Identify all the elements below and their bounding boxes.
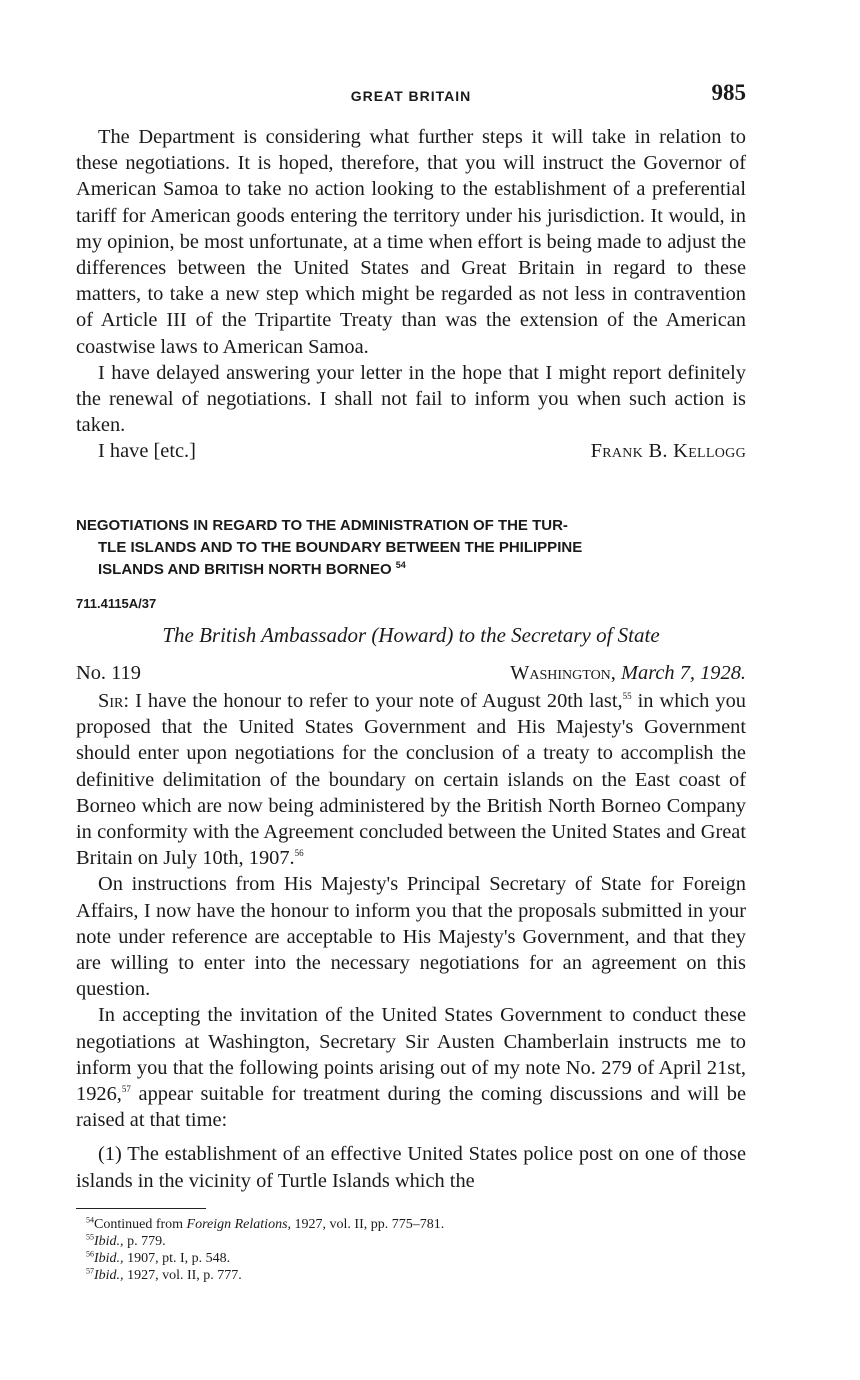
heading-line: ISLANDS AND BRITISH NORTH BORNEO	[98, 561, 392, 578]
footnotes	[86, 1216, 444, 1284]
file-number: 711.4115A/37	[76, 596, 157, 611]
footnote-ref[interactable]: 55	[622, 691, 632, 702]
running-header	[76, 80, 746, 108]
footnote-rule	[76, 1208, 206, 1209]
salutation: Sir:	[98, 690, 130, 712]
dateline	[76, 662, 746, 688]
paragraph: I have delayed answering your letter in the hope that I might report definitely the renewal of negotiations. I shall not fail to inform you when such action is taken.	[76, 361, 746, 437]
footnote-ref[interactable]: 57	[121, 1084, 131, 1095]
page-number: 985	[711, 80, 746, 105]
footnote: $^{56}$Ibid., 1907, pt. I, p. 548.	[86, 1249, 231, 1266]
paragraph: The Department is considering what further steps it will take in relation to these negotiations. It is hoped, therefore, that you will instruct the Governor of American Samoa to take no action looking to the establishment of a preferential tariff for American goods entering the territory under his jurisdiction. It would, in my opinion, be most unfortunate, at a time when effort is being made to adjust the differences between the United States and Great Britain in regard to these matters, to take a new step which might be regarded as not less in contravention of Article III of the Tripartite Treaty than was the extension of the American coastwise laws to American Samoa.	[76, 126, 746, 358]
paragraph: (1) The establishment of an effective United States police post on one of those islands in the vicinity of Turtle Islands which the	[76, 1143, 746, 1192]
running-title: GREAT BRITAIN	[350, 88, 472, 104]
footnote: $^{57}$Ibid., 1927, vol. II, p. 777.	[86, 1266, 242, 1283]
footnote: $^{55}$Ibid., p. 779.	[86, 1232, 166, 1249]
closing-line	[76, 438, 746, 464]
heading-line: TLE ISLANDS AND TO THE BOUNDARY BETWEEN THE PHILIPPINE	[98, 539, 583, 556]
heading-line: NEGOTIATIONS IN REGARD TO THE ADMINISTRATION OF THE TUR-	[76, 517, 568, 534]
footnote-ref[interactable]: 54	[395, 560, 406, 570]
footnote: $^{54}$Continued from Foreign Relations, 1927, vol. II, pp. 775–781.	[86, 1215, 445, 1232]
letter-kellogg	[76, 124, 746, 464]
section-heading	[76, 515, 746, 581]
complimentary-close: I have [etc.]	[98, 440, 196, 463]
place: Washington,	[510, 662, 616, 684]
paragraph: On instructions from His Majesty's Principal Secretary of State for Foreign Affairs, I now have the honour to inform you that the proposals submitted in your note under reference are acceptable to His Majesty's Government, and that they are willing to enter into the necessary negotiations for an agreement on this question.	[76, 873, 746, 1001]
signature: Frank B. Kellogg	[590, 440, 746, 463]
document-title: The British Ambassador (Howard) to the Secretary of State	[162, 623, 660, 647]
document-number: No. 119	[76, 662, 141, 684]
date: March 7, 1928.	[621, 662, 746, 684]
paragraph: In accepting the invitation of the United States Government to conduct these negotiations at Washington, Secretary Sir Austen Chamberlain instructs me to inform you that the following points arising out of my note No. 279 of April 21st, 1926,57 appear suitable for treatment during the coming discussions and will be raised at that time:	[76, 1004, 746, 1132]
paragraph: Sir: I have the honour to refer to your note of August 20th last,$^{55}$ in which you proposed that the United States Government and His Majesty's Government should enter upon negotiations for the conclusion of a treaty to accomplish the definitive delimitation of the boundary on certain islands on the East coast of Borneo which are now being administered by the British North Borneo Company in conformity with the Agreement concluded between the United States and Great Britain on July 10th, 1907.56	[76, 690, 746, 870]
footnote-ref[interactable]: 56	[294, 848, 304, 859]
letter-howard	[76, 688, 746, 1194]
